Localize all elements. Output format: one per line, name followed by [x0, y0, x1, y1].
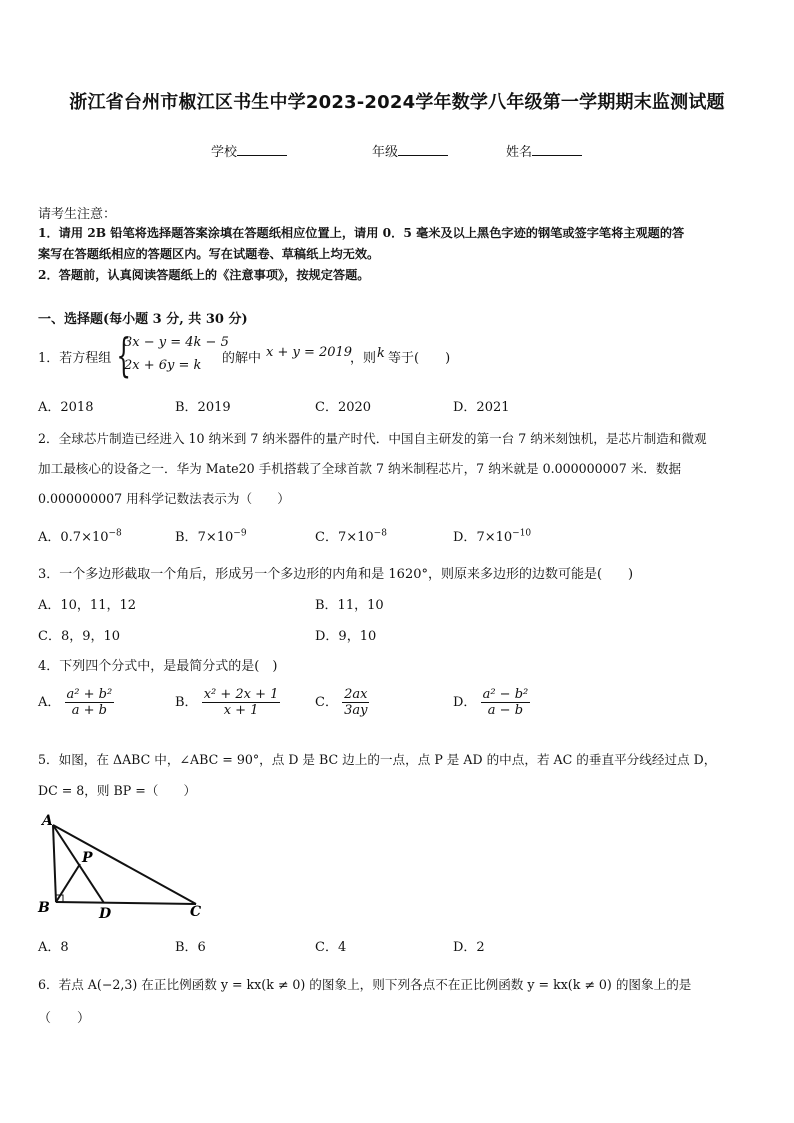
q1-prefix: 1．若方程组 [38, 351, 112, 366]
q2-option-a-exp: −8 [108, 528, 122, 539]
q2-option-b-exp: −9 [233, 528, 247, 539]
q2-line-3: 0.000000007 用科学记数法表示为（ ） [38, 491, 290, 506]
q1-option-d[interactable]: D．2021 [453, 400, 510, 415]
q4-option-b-denominator: x + 1 [223, 703, 259, 718]
q4-option-c-label: C． [315, 695, 338, 710]
q2-option-c-exp: −8 [373, 528, 387, 539]
notice-heading: 请考生注意： [38, 207, 117, 222]
label-b: B [38, 900, 50, 916]
q4-text: 4．下列四个分式中，是最简分式的是( ) [38, 659, 278, 674]
q4-option-d-fraction [481, 687, 531, 718]
q2-option-a[interactable] [38, 526, 122, 545]
segment-ab [53, 825, 56, 902]
grade-label: 年级 [372, 145, 399, 160]
q2-option-b[interactable] [175, 526, 247, 545]
q1-option-c[interactable]: C．2020 [315, 400, 372, 415]
q4-option-c[interactable] [315, 687, 369, 718]
school-field[interactable] [211, 141, 287, 160]
q4-option-a-numerator: a² + b² [66, 687, 113, 702]
q2-option-a-base: 0.7×10 [60, 530, 109, 545]
q4-option-b-numerator: x² + 2x + 1 [203, 687, 279, 702]
name-label: 姓名 [506, 145, 533, 160]
label-d: D [99, 906, 112, 922]
notice-line-1a: 1．请用 2B 铅笔将选择题答案涂填在答题纸相应位置上，请用 0．5 毫米及以上黑色字迹的钢笔或签字笔将主观题的答 [38, 226, 685, 240]
q4-option-b-label: B． [175, 695, 198, 710]
q4-option-a-fraction [65, 687, 115, 718]
q2-option-d-base: 7×10 [476, 530, 513, 545]
q1-equation-2: 2x + 6y = k [124, 358, 202, 373]
q2-option-b-base: 7×10 [197, 530, 234, 545]
q1-option-b[interactable]: B．2019 [175, 400, 231, 415]
school-label: 学校 [211, 145, 238, 160]
q3-option-b[interactable]: B．11，10 [315, 598, 384, 613]
q2-option-d-exp: −10 [512, 528, 532, 539]
segment-bp [56, 864, 80, 902]
q3-option-a[interactable]: A．10，11，12 [38, 598, 137, 613]
q2-option-d[interactable] [453, 526, 531, 545]
q4-option-d-numerator: a² − b² [482, 687, 529, 702]
label-p: P [82, 850, 93, 866]
label-c: C [190, 904, 202, 920]
q4-option-c-denominator: 3ay [344, 703, 368, 718]
q2-option-a-label: A． [38, 530, 61, 545]
q4-option-a-denominator: a + b [71, 703, 107, 718]
exam-title: 浙江省台州市椒江区书生中学2023-2024学年数学八年级第一学期期末监测试题 [69, 92, 725, 113]
q2-option-c[interactable] [315, 526, 387, 545]
q3-option-c[interactable]: C．8，9，10 [38, 629, 121, 644]
q2-option-b-label: B． [175, 530, 198, 545]
q4-option-a[interactable] [38, 687, 114, 718]
q6-line-2: （ ） [38, 1011, 91, 1026]
q2-option-c-label: C． [315, 530, 338, 545]
q3-option-d[interactable]: D．9，10 [315, 629, 377, 644]
q1-k: k [377, 346, 385, 361]
notice-line-2: 2．答题前，认真阅读答题纸上的《注意事项》，按规定答题。 [38, 268, 370, 282]
q1-brace: { [116, 328, 131, 382]
q4-option-a-label: A． [38, 695, 61, 710]
q1-condition: x + y = 2019 [266, 345, 353, 360]
segment-bc [56, 902, 196, 904]
notice-line-1b: 案写在答题纸相应的答题区内。写在试题卷、草稿纸上均无效。 [38, 247, 380, 261]
q1-equation-1: 3x − y = 4k − 5 [124, 335, 229, 350]
q3-text: 3．一个多边形截取一个角后，形成另一个多边形的内角和是 1620°，则原来多边形的边数可能是( ) [38, 567, 634, 582]
q4-option-b-fraction [202, 687, 281, 718]
q4-option-c-numerator: 2ax [342, 687, 369, 703]
q6-line-1: 6．若点 A(−2,3) 在正比例函数 y = kx(k ≠ 0) 的图象上，则下列各点不在正比例函数 y = kx(k ≠ 0) 的图象上的是 [38, 977, 692, 992]
segment-ac [53, 825, 196, 904]
q5-triangle-figure [34, 808, 214, 924]
q2-option-d-label: D． [453, 530, 477, 545]
q5-line-1: 5．如图，在 ΔABC 中，∠ABC = 90°，点 D 是 BC 边上的一点，点 P 是 AD 的中点，若 AC 的垂直平分线经过点 D， [38, 752, 717, 767]
q5-option-b[interactable]: B．6 [175, 940, 206, 955]
q1-suffix: ，则 [350, 351, 377, 366]
q5-option-d[interactable]: D．2 [453, 940, 485, 955]
q4-option-d-denominator: a − b [487, 703, 524, 718]
label-a: A [42, 813, 53, 829]
name-blank[interactable] [532, 143, 582, 156]
q2-option-c-base: 7×10 [337, 530, 374, 545]
q5-line-2: DC = 8，则 BP =（ ） [38, 783, 197, 798]
name-field[interactable] [506, 141, 582, 160]
q1-middle: 的解中 [222, 351, 262, 366]
segment-ad [53, 825, 104, 903]
q4-option-d-label: D． [453, 695, 477, 710]
section-heading-choice: 一、选择题(每小题 3 分, 共 30 分) [38, 312, 248, 327]
q2-line-2: 加工最核心的设备之一．华为 Mate20 手机搭载了全球首款 7 纳米制程芯片，7 纳米就是 0.000000007 米．数据 [38, 461, 682, 476]
q5-option-a[interactable]: A．8 [38, 940, 69, 955]
q2-line-1: 2．全球芯片制造已经进入 10 纳米到 7 纳米器件的量产时代．中国自主研发的第一台 7 纳米刻蚀机，是芯片制造和微观 [38, 431, 707, 446]
q4-option-c-fraction [342, 687, 369, 718]
q1-option-a[interactable]: A．2018 [38, 400, 94, 415]
grade-field[interactable] [372, 141, 448, 160]
school-blank[interactable] [237, 143, 287, 156]
q1-end: 等于( ) [388, 351, 451, 366]
q5-option-c[interactable]: C．4 [315, 940, 347, 955]
q4-option-b[interactable] [175, 687, 280, 718]
grade-blank[interactable] [398, 143, 448, 156]
q4-option-d[interactable] [453, 687, 530, 718]
